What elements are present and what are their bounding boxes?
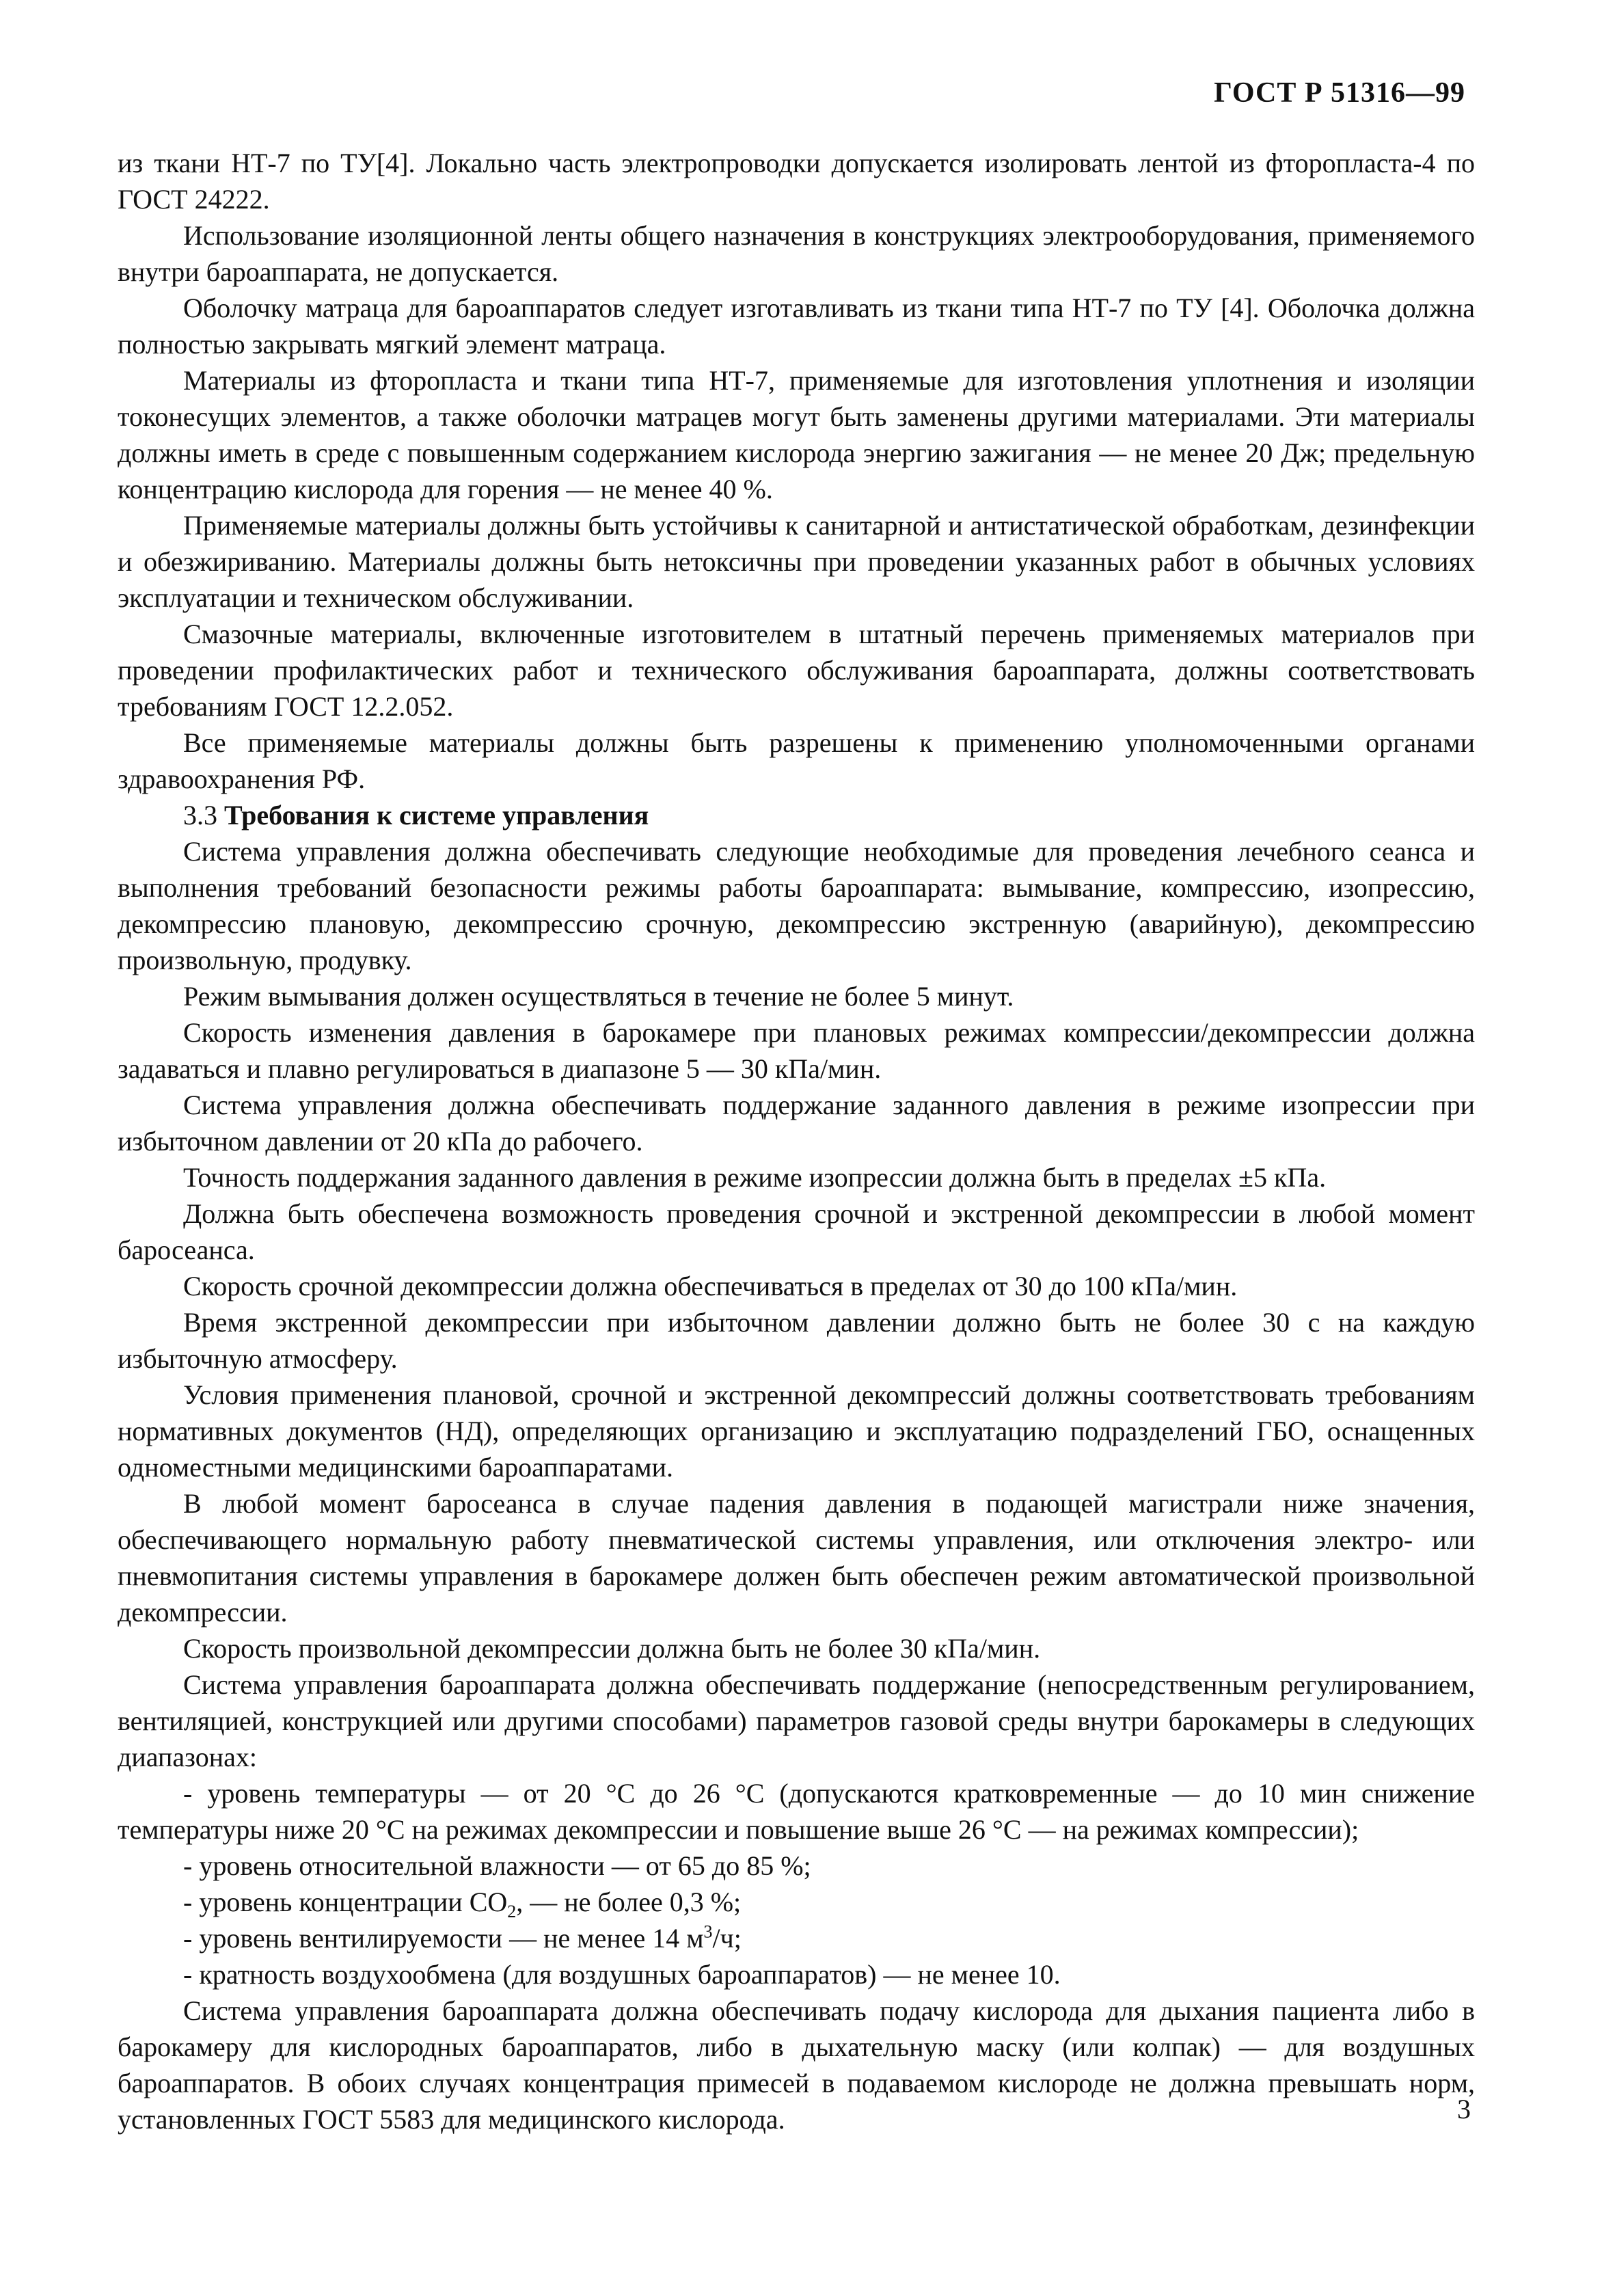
list-item-ventilation-text: - уровень вентилируемости — не менее 14 м xyxy=(183,1923,704,1954)
paragraph-15: Время экстренной декомпрессии при избыточном давлении должно быть не более 30 с на каждую избыточную атмосферу. xyxy=(118,1307,1475,1374)
section-number: 3.3 xyxy=(183,800,217,830)
page-number: 3 xyxy=(1457,2094,1471,2124)
paragraph-14: Скорость срочной декомпрессии должна обеспечиваться в пределах от 30 до 100 кПа/мин. xyxy=(183,1271,1238,1301)
paragraph-11: Система управления должна обеспечивать поддержание заданного давления в режиме изопрессии при избыточном давлении от 20 кПа до рабочего. xyxy=(118,1090,1475,1157)
section-heading xyxy=(118,797,1475,833)
paragraph-1: из ткани НТ-7 по ТУ[4]. Локально часть электропроводки допускается изолировать лентой из фторопласта-4 по ГОСТ 24222. xyxy=(118,148,1475,215)
paragraph-13: Должна быть обеспечена возможность проведения срочной и экстренной декомпрессии в любой момент баросеанса. xyxy=(118,1198,1475,1265)
paragraph-10: Скорость изменения давления в барокамере при плановых режимах компрессии/декомпрессии должна задаваться и плавно регулироваться в диапазоне 5 — 30 кПа/мин. xyxy=(118,1017,1475,1084)
body-text xyxy=(118,145,1475,2137)
list-item-co2-text: - уровень концентрации СО xyxy=(183,1887,508,1917)
list-item-temperature: - уровень температуры — от 20 °С до 26 °С (допускаются кратковременные — до 10 мин снижение температуры ниже 20 °С на режимах декомпрессии и повышение выше 26 °С — на режимах компрессии); xyxy=(118,1778,1475,1845)
document-id-header: ГОСТ Р 51316—99 xyxy=(1214,77,1465,109)
section-title: Требования к системе управления xyxy=(224,800,649,830)
paragraph-18: Скорость произвольной декомпрессии должна быть не более 30 кПа/мин. xyxy=(183,1633,1041,1664)
list-item-ventilation-tail: /ч; xyxy=(712,1923,742,1954)
paragraph-6: Смазочные материалы, включенные изготовителем в штатный перечень применяемых материалов при проведении профилактических работ и технического обслуживания бароаппарата, должны соответствовать требованиям ГОСТ 12.2.052. xyxy=(118,619,1475,722)
paragraph-4: Материалы из фторопласта и ткани типа НТ-7, применяемые для изготовления уплотнения и изоляции токонесущих элементов, а также оболочки матрацев могут быть заменены другими материалами. Эти материалы должны иметь в среде с повышенным содержанием кислорода энергию зажигания — не менее 20 Дж; предельную концентрацию кислорода для горения — не менее 40 %. xyxy=(118,365,1475,504)
paragraph-12: Точность поддержания заданного давления в режиме изопрессии должна быть в пределах ±5 кПа. xyxy=(183,1162,1327,1193)
list-item-co2-tail: , — не более 0,3 %; xyxy=(516,1887,742,1917)
paragraph-19: Система управления бароаппарата должна обеспечивать поддержание (непосредственным регулированием, вентиляцией, конструкцией или другими способами) параметров газовой среды внутри барокамеры в следующих диапазонах: xyxy=(118,1669,1475,1772)
paragraph-16: Условия применения плановой, срочной и экстренной декомпрессий должны соответствовать требованиям нормативных документов (НД), определяющих организацию и эксплуатацию подразделений ГБО, оснащенных одноместными медицинскими бароаппаратами. xyxy=(118,1379,1475,1483)
list-item-air-exchange: - кратность воздухообмена (для воздушных бароаппаратов) — не менее 10. xyxy=(183,1959,1061,1990)
paragraph-17: В любой момент баросеанса в случае падения давления в подающей магистрали ниже значения, обеспечивающего нормальную работу пневматической системы управления, или отключения электро- или пневмопитания системы управления в барокамере должен быть обеспечен режим автоматической произвольной декомпрессии. xyxy=(118,1488,1475,1628)
cubic-superscript: 3 xyxy=(703,1921,713,1942)
list-item-ventilation xyxy=(118,1920,1475,1956)
list-item-co2 xyxy=(118,1884,1475,1920)
paragraph-20: Система управления бароаппарата должна обеспечивать подачу кислорода для дыхания пациента либо в барокамеру для кислородных бароаппаратов, либо в дыхательную маску (или колпак) — для воздушных бароаппаратов. В обоих случаях концентрация примесей в подаваемом кислороде не должна превышать норм, установленных ГОСТ 5583 для медицинского кислорода. xyxy=(118,1995,1475,2135)
paragraph-5: Применяемые материалы должны быть устойчивы к санитарной и антистатической обработкам, дезинфекции и обезжириванию. Материалы должны быть нетоксичны при проведении указанных работ в обычных условиях эксплуатации и техническом обслуживании. xyxy=(118,510,1475,613)
paragraph-9: Режим вымывания должен осуществляться в течение не более 5 минут. xyxy=(183,981,1014,1012)
paragraph-8: Система управления должна обеспечивать следующие необходимые для проведения лечебного сеанса и выполнения требований безопасности режимы работы бароаппарата: вымывание, компрессию, изопрессию, декомпрессию плановую, декомпрессию срочную, декомпрессию экстренную (аварийную), декомпрессию произвольную, продувку. xyxy=(118,836,1475,975)
paragraph-3: Оболочку матраца для бароаппаратов следует изготавливать из ткани типа НТ-7 по ТУ [4]. Оболочка должна полностью закрывать мягкий элемент матраца. xyxy=(118,293,1475,360)
co2-subscript: 2 xyxy=(507,1902,517,1921)
paragraph-7: Все применяемые материалы должны быть разрешены к применению уполномоченными органами здравоохранения РФ. xyxy=(118,727,1475,794)
paragraph-2: Использование изоляционной ленты общего назначения в конструкциях электрооборудования, применяемого внутри бароаппарата, не допускается. xyxy=(118,220,1475,287)
list-item-humidity: - уровень относительной влажности — от 65 до 85 %; xyxy=(183,1850,811,1881)
